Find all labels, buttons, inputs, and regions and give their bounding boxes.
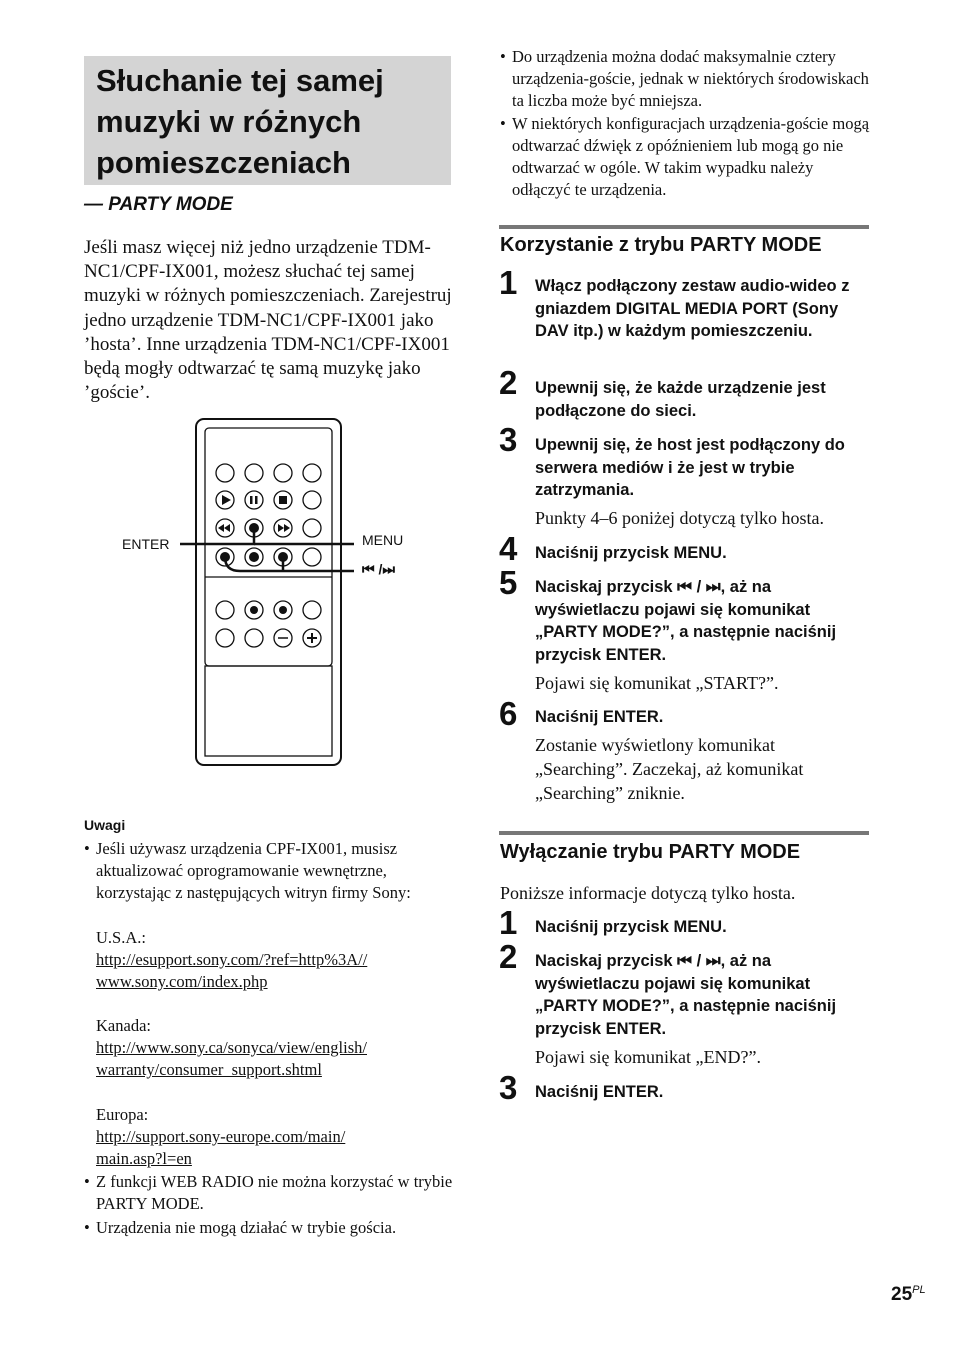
step-number: 1 [499, 264, 518, 301]
step-number: 2 [499, 938, 518, 975]
link-usa-2[interactable]: www.sony.com/index.php [96, 972, 268, 991]
menu-callout-label: MENU [362, 532, 404, 548]
bullet-icon: • [500, 114, 506, 133]
intro-paragraph: Jeśli masz więcej niż jedno urządzenie TDM-NC1/CPF-IX001, możesz słuchać tej samej muzyki w różnych pomieszczeniach. Zarejestruj jedno urządzenie TDM-NC1/CPF-IX001 jako ’hosta’. Inne urządzenia TDM-NC1/CPF-IX001 będą mogły odtwarzać tę samą muzykę jako ’goście’. [84, 237, 452, 404]
step-note: Zostanie wyświetlony komunikat „Searching”. Zaczekaj, aż komunikat „Searching” zniknie. [535, 735, 804, 803]
page-language: PL [912, 1284, 926, 1296]
note-item-guest: Urządzenia nie mogą działać w trybie gościa. [96, 1218, 397, 1237]
bullet-icon: • [84, 1218, 90, 1237]
page-title: Słuchanie tej samej muzyki w różnych pomieszczeniach [96, 63, 384, 180]
list-item [500, 46, 870, 112]
step-text: Naciskaj przycisk ⏮ / ⏭, aż na wyświetlaczu pojawi się komunikat „PARTY MODE?”, a następnie naciśnij przycisk ENTER. [535, 578, 837, 664]
page-number-value: 25 [891, 1284, 913, 1305]
bullet-max-guests: Do urządzenia można dodać maksymalnie cztery urządzenia-goście, jednak w niektórych środowiskach ta liczba może być mniejsza. [512, 47, 869, 110]
bullet-icon: • [84, 1172, 90, 1191]
section2-intro: Poniższe informacje dotyczą tylko hosta. [500, 883, 796, 903]
top-bullets [500, 46, 870, 201]
step-number: 4 [499, 530, 518, 567]
step-text: Naciśnij przycisk MENU. [535, 544, 727, 562]
step-text: Upewnij się, że każde urządzenie jest podłączone do sieci. [535, 379, 826, 420]
section-title-disable: Wyłączanie trybu PARTY MODE [500, 841, 801, 863]
section-title-use: Korzystanie z trybu PARTY MODE [500, 234, 822, 256]
link-europe-2[interactable]: main.asp?l=en [96, 1149, 192, 1168]
page-subtitle: — PARTY MODE [84, 194, 233, 215]
enter-callout-label: ENTER [122, 536, 170, 552]
step-note: Pojawi się komunikat „START?”. [535, 673, 779, 693]
remote-illustration [110, 416, 450, 776]
step-text: Naciśnij ENTER. [535, 1083, 664, 1101]
link-canada-1[interactable]: http://www.sony.ca/sonyca/view/english/ [96, 1038, 367, 1057]
page-number [891, 1284, 926, 1306]
step-number: 1 [499, 904, 518, 941]
bullet-delay: W niektórych konfiguracjach urządzenia-goście mogą odtwarzać dźwięk z opóźnieniem lub mogą go nie odtwarzać w ogóle. W takim wypadku należy odłączyć te urządzenia. [512, 114, 870, 199]
notes-heading: Uwagi [84, 817, 126, 833]
note-europe-label: Europa: [96, 1105, 149, 1124]
step-number: 2 [499, 364, 518, 401]
step-number: 3 [499, 1069, 518, 1106]
step-number: 3 [499, 421, 518, 458]
bullet-icon: • [84, 839, 90, 858]
note-canada-label: Kanada: [96, 1016, 151, 1035]
step-text: Naciskaj przycisk ⏮ / ⏭, aż na wyświetlaczu pojawi się komunikat „PARTY MODE?”, a następnie naciśnij przycisk ENTER. [535, 952, 837, 1038]
step-note: Punkty 4–6 poniżej dotyczą tylko hosta. [535, 508, 824, 528]
step-text: Naciśnij przycisk MENU. [535, 918, 727, 936]
step-text: Naciśnij ENTER. [535, 708, 664, 726]
section-divider [499, 831, 869, 835]
link-usa-1[interactable]: http://esupport.sony.com/?ref=http%3A// [96, 950, 368, 969]
step-text: Upewnij się, że host jest podłączony do serwera mediów i że jest w trybie zatrzymania. [535, 436, 845, 500]
link-europe-1[interactable]: http://support.sony-europe.com/main/ [96, 1127, 346, 1146]
step-number: 6 [499, 695, 518, 732]
list-item [500, 113, 870, 201]
step-note: Pojawi się komunikat „END?”. [535, 1047, 761, 1067]
section-divider [499, 225, 869, 229]
step-number: 5 [499, 564, 518, 601]
step-text: Włącz podłączony zestaw audio-wideo z gniazdem DIGITAL MEDIA PORT (Sony DAV itp.) w każdym pomieszczeniu. [535, 277, 850, 341]
link-canada-2[interactable]: warranty/consumer_support.shtml [96, 1060, 322, 1079]
bullet-icon: • [500, 47, 506, 66]
note-item-firmware: Jeśli używasz urządzenia CPF-IX001, musisz aktualizować oprogramowanie wewnętrzne, korzystając z następujących witryn firmy Sony: [96, 839, 411, 902]
note-item-web-radio: Z funkcji WEB RADIO nie można korzystać w trybie PARTY MODE. [96, 1172, 453, 1213]
note-usa-label: U.S.A.: [96, 928, 146, 947]
prev-next-callout-label: ⏮ /⏭ [362, 561, 395, 577]
